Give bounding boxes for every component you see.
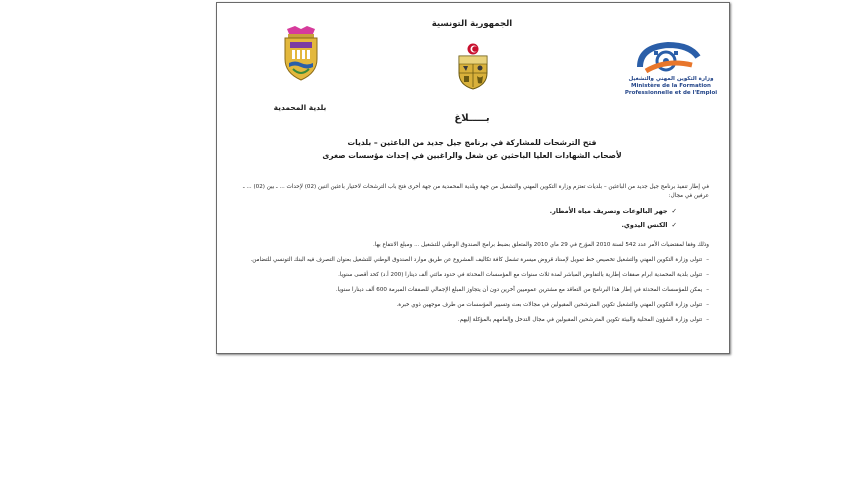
republic-heading: الجمهورية التونسية	[431, 19, 513, 29]
list-item	[237, 301, 709, 310]
municipality-emblem-icon	[281, 25, 321, 83]
list-item	[237, 286, 709, 295]
headline-line-2: لأصحاب الشهادات العليا الباحثين عن شغل والراغبين في إحداث مؤسسات صغرى	[322, 151, 622, 160]
checklist-item	[550, 207, 677, 215]
checkmark-icon: ✓	[671, 207, 677, 215]
checklist-item-label: الكنس اليدوي.	[621, 221, 668, 229]
paragraph-legal-basis: وذلك وفقا لمقتضيات الأمر عدد 542 لسنة 2010 المؤرخ في 29 ماي 2010 والمتعلق بضبط برامج الصندوق الوطني للتشغيل ... ومبلغ الانتفاع بها.	[373, 242, 709, 248]
checkmark-icon: ✓	[671, 221, 677, 229]
headline	[297, 136, 647, 162]
municipality-name: بلدية المحمدية	[273, 103, 327, 112]
list-item	[237, 271, 709, 280]
dash-bullet-icon: –	[706, 317, 709, 323]
headline-line-1: فتح الترشحات للمشاركة في برنامج جيل جديد من الباعثين – بلديات	[347, 138, 597, 147]
terms-list	[237, 256, 709, 331]
dash-bullet-icon: –	[706, 257, 709, 263]
list-item-text: تتولى وزارة الشؤون المحلية والبيئة تكوين المترشحين المقبولين في مجال التدخل وإلمامهم بالمؤكلة إليهم.	[457, 317, 703, 323]
document-page	[216, 2, 730, 354]
ministry-name	[621, 76, 721, 97]
announcement-title: بـــــلاغ	[454, 113, 490, 124]
list-item-text: تتولى وزارة التكوين المهني والتشغيل تكوين المترشحين المقبولين في مجالات بعث وتسيير المؤسسات من طرف موجهين ذوي خبرة.	[396, 302, 703, 308]
tunisia-coat-of-arms-icon	[454, 43, 492, 91]
ministry-name-ar: وزارة التكوين المهني والتشغيل	[628, 76, 714, 82]
checklist-item-label: جهر البالوعات وتصريف مياه الأمطار.	[549, 207, 668, 215]
dash-bullet-icon: –	[706, 302, 709, 308]
ministry-gear-logo-icon	[632, 41, 704, 75]
paragraph-intro: في إطار تنفيذ برنامج جيل جديد من الباعثين – بلديات تعتزم وزارة التكوين المهني والتشغيل من جهة وبلدية المحمدية من جهة أخرى فتح باب الترشحات لاختيار باعثين اثنين (02) لإحداث ... ـ بين (02) ... ـ عرفين في مجال:	[242, 184, 709, 199]
list-item-text: تتولى بلدية المحمدية ابرام صفقات إطارية بالتفاوض المباشر لمدة ثلاث سنوات مع المؤسسات المحدثة في حدود مائتي ألف دينارا (200 أ.د) كحد أقصى سنويا.	[338, 272, 703, 278]
list-item	[237, 256, 709, 265]
ministry-name-fr: Ministère de la Formation Professionnelle et de l'Emploi	[624, 83, 718, 96]
dash-bullet-icon: –	[706, 272, 709, 278]
list-item-text: يمكن للمؤسسات المحدثة في إطار هذا البرنامج من التعاقد مع مشترين عموميين آخرين دون أن يتجاوز المبلغ الإجمالي للصفقات المبرمة 600 ألف دينارا سنويا.	[335, 287, 703, 293]
dash-bullet-icon: –	[706, 287, 709, 293]
checklist-item	[621, 221, 677, 229]
list-item	[237, 316, 709, 325]
list-item-text: تتولى وزارة التكوين المهني والتشغيل تخصيص خط تمويل لإسناد قروض ميسرة تشمل كافة تكاليف المشروع عن طريق موارد الصندوق الوطني للتشغيل بعنوان التصرف فيه البنك التونسي للتضامن.	[250, 257, 703, 263]
